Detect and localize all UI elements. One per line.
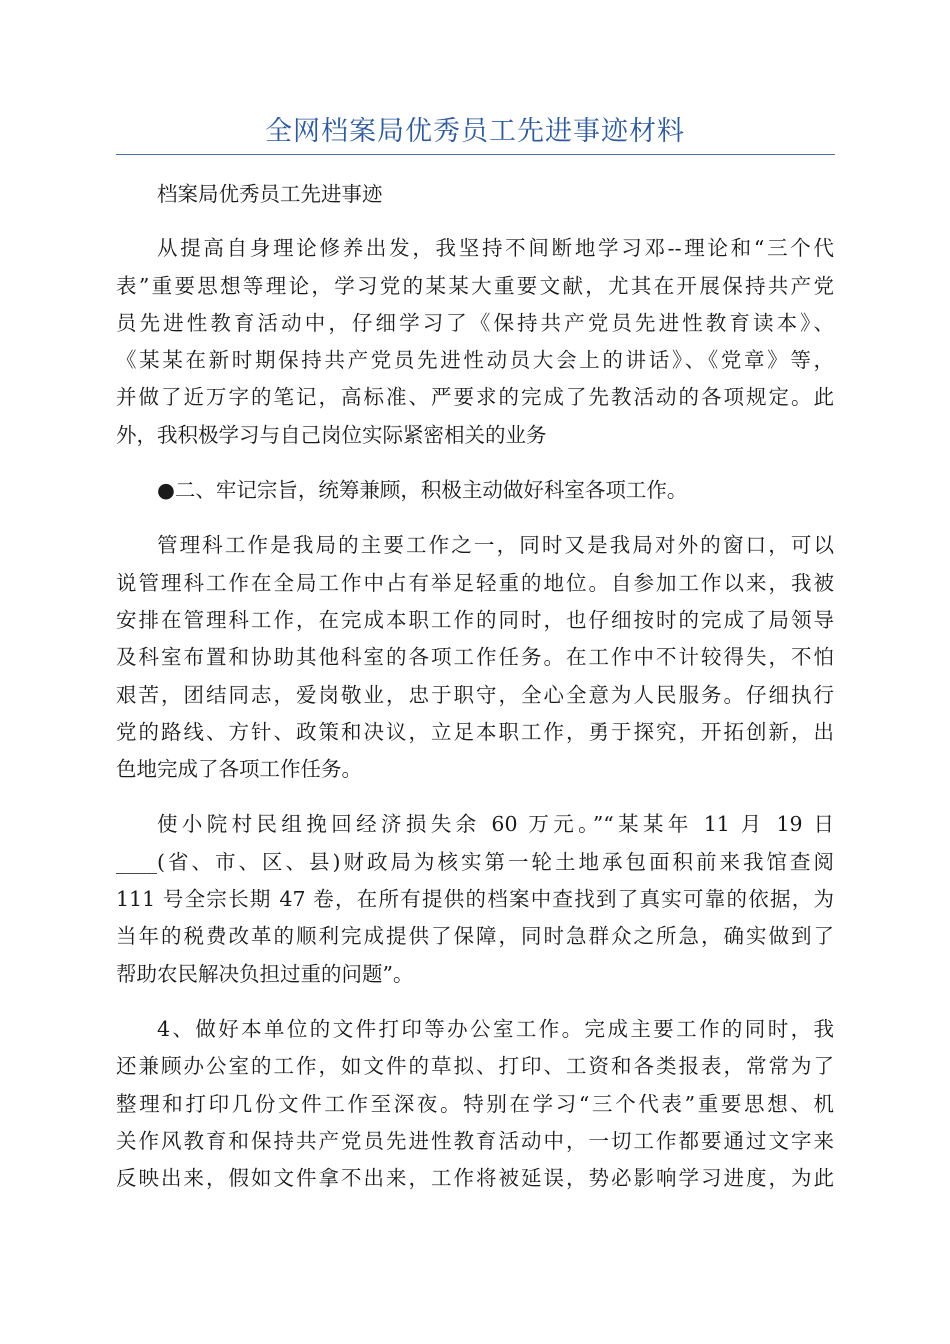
paragraph-subtitle	[116, 176, 834, 213]
text-line: ____(省、市、区、县)财政局为核实第一轮土地承包面积前来我馆查阅	[116, 849, 834, 874]
text-line: 整理和打印几份文件工作至深夜。特别在学习“三个代表”重要思想、机	[116, 1091, 834, 1116]
text-line: 帮助农民解决负担过重的问题”。	[116, 961, 414, 986]
text-line: ●二、牢记宗旨，统筹兼顾，积极主动做好科室各项工作。	[157, 478, 688, 503]
text-line: 并做了近万字的笔记，高标准、严要求的完成了先教活动的各项规定。此	[116, 385, 834, 410]
text-line: 档案局优秀员工先进事迹	[157, 182, 383, 206]
text-line: 外，我积极学习与自己岗位实际紧密相关的业务	[116, 422, 547, 447]
text-line: 员先进性教育活动中，仔细学习了《保持共产党员先进性教育读本》、	[116, 310, 834, 335]
text-line: 使小院村民组挽回经济损失余 60 万元。”“某某年 11 月 19 日	[157, 812, 834, 837]
text-line: 安排在管理科工作，在完成本职工作的同时，也仔细按时的完成了局领导	[116, 607, 834, 632]
title-underline	[116, 154, 835, 155]
document-body	[116, 176, 834, 1215]
text-line: 关作风教育和保持共产党员先进性教育活动中，一切工作都要通过文字来	[116, 1128, 834, 1153]
text-line: 表”重要思想等理论，学习党的某某大重要文献，尤其在开展保持共产党	[116, 273, 834, 298]
paragraph-management-work	[116, 527, 834, 788]
text-line: 反映出来，假如文件拿不出来，工作将被延误，势必影响学习进度，为此	[116, 1166, 834, 1191]
text-line: 色地完成了各项工作任务。	[116, 757, 362, 782]
text-line: 还兼顾办公室的工作，如文件的草拟、打印、工资和各类报表，常常为了	[116, 1054, 834, 1079]
text-line: 111 号全宗长期 47 卷，在所有提供的档案中查找到了真实可靠的依据，为	[116, 887, 834, 912]
text-line: 管理科工作是我局的主要工作之一，同时又是我局对外的窗口，可以	[157, 533, 834, 558]
paragraph-section-heading	[116, 472, 834, 509]
text-line: 《某某在新时期保持共产党员先进性动员大会上的讲话》、《党章》等，	[116, 348, 834, 373]
text-line: 当年的税费改革的顺利完成提供了保障，同时急群众之所急，确实做到了	[116, 924, 834, 949]
text-line: 说管理科工作在全局工作中占有举足轻重的地位。自参加工作以来，我被	[116, 570, 834, 595]
paragraph-office-work	[116, 1011, 834, 1197]
text-line: 党的路线、方针、政策和决议，立足本职工作，勇于探究，开拓创新，出	[116, 719, 834, 744]
document-title: 全网档案局优秀员工先进事迹材料	[265, 116, 685, 147]
paragraph-village-loss	[116, 806, 834, 992]
text-line: 4、做好本单位的文件打印等办公室工作。完成主要工作的同时，我	[157, 1016, 834, 1041]
text-line: 从提高自身理论修养出发，我坚持不间断地学习邓--理论和“三个代	[157, 236, 834, 261]
paragraph-theory-study	[116, 230, 834, 454]
text-line: 艰苦，团结同志，爱岗敬业，忠于职守，全心全意为人民服务。仔细执行	[116, 682, 834, 707]
text-line: 及科室布置和协助其他科室的各项工作任务。在工作中不计较得失，不怕	[116, 645, 834, 670]
